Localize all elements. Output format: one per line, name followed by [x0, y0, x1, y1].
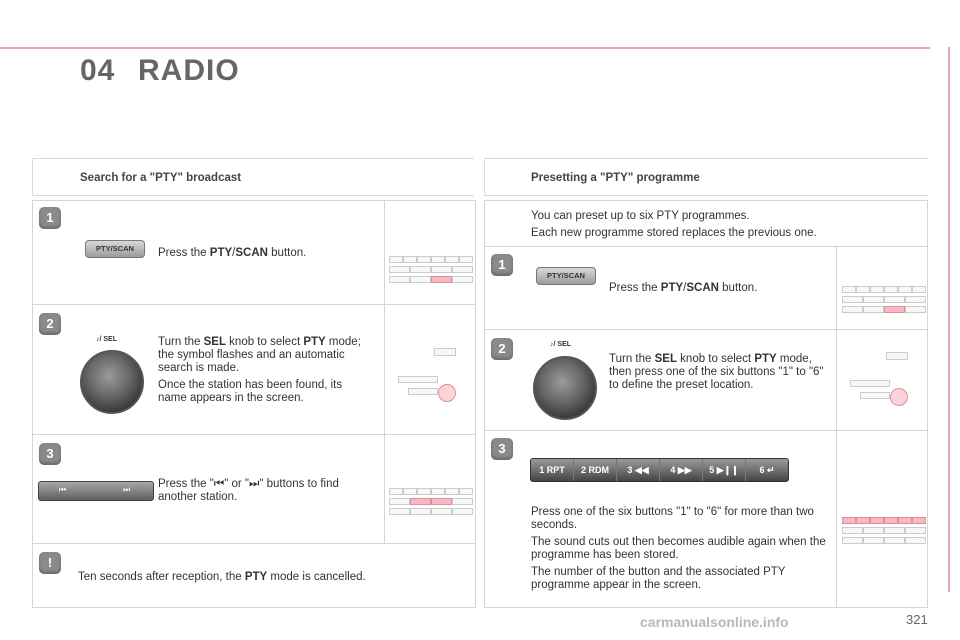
left-step1-text: Press the PTY/SCAN button. — [158, 247, 307, 259]
right-divider-0 — [484, 246, 928, 247]
right-step3-text: Press one of the six buttons "1" to "6" for more than two seconds. The sound cuts out then becomes audible again when the programme has been stored. The number of the button and the associated PTY programme appear in the screen. — [531, 506, 826, 591]
seek-forward-icon: ⏭ — [123, 485, 131, 494]
right-section-title: Presetting a "PTY" programme — [531, 172, 700, 184]
preset-button-6: 6 ↵ — [759, 465, 775, 475]
right-divider-2 — [484, 430, 928, 431]
step-badge-3: 3 — [39, 443, 61, 465]
sel-knob-illustration — [80, 350, 144, 414]
right-step1-text: Press the PTY/SCAN button. — [609, 282, 758, 294]
right-radio-panel-diagram-2 — [850, 348, 910, 408]
right-step-badge-3: 3 — [491, 438, 513, 460]
preset-button-4: 4 ▶▶ — [660, 459, 703, 481]
right-sel-knob-label: ♪/ SEL — [550, 341, 572, 348]
left-step3-text: Press the "⏮" or "⏭" buttons to find another station. — [158, 478, 339, 503]
preset-button-5: 5 ▶❙❙ — [703, 459, 746, 481]
right-pty-scan-button-illustration: PTY/SCAN — [536, 267, 596, 285]
left-divider-1 — [32, 304, 476, 305]
left-note-text: Ten seconds after reception, the PTY mode is cancelled. — [78, 571, 366, 583]
right-sel-knob-illustration — [533, 356, 597, 420]
left-divider-2 — [32, 434, 476, 435]
right-radio-panel-diagram-1 — [842, 256, 930, 316]
right-intro-text: You can preset up to six PTY programmes. Each new programme stored replaces the previous one. — [531, 210, 817, 239]
pty-scan-button-illustration: PTY/SCAN — [85, 240, 145, 258]
page-number: 321 — [906, 612, 928, 627]
seek-buttons-illustration — [38, 481, 154, 501]
step-badge-2: 2 — [39, 313, 61, 335]
radio-panel-diagram-2 — [398, 344, 458, 404]
preset-button-2: 2 RDM — [574, 459, 617, 481]
preset-button-3: 3 ◀◀ — [617, 459, 660, 481]
left-section-title: Search for a "PTY" broadcast — [80, 172, 242, 184]
right-radio-panel-diagram-3 — [842, 487, 930, 547]
preset-buttons-illustration — [530, 458, 789, 482]
seek-back-icon: ⏮ — [59, 485, 67, 494]
right-step-badge-1: 1 — [491, 254, 513, 276]
radio-panel-diagram-3 — [389, 458, 477, 518]
right-step2-text: Turn the SEL knob to select PTY mode, then press one of the six buttons "1" to "6" to define the preset location. — [609, 353, 824, 391]
watermark: carmanualsonline.info — [640, 614, 789, 630]
chapter-title: RADIO — [138, 54, 240, 87]
left-diagram-divider — [384, 200, 385, 543]
left-divider-3 — [32, 543, 476, 544]
right-margin-rule — [948, 47, 950, 592]
step-badge-1: 1 — [39, 207, 61, 229]
left-step2-text: Turn the SEL knob to select PTY mode; the symbol flashes and an automatic search is made. Once the station has been found, its name appears in the screen. — [158, 336, 361, 404]
preset-button-1: 1 RPT — [531, 459, 574, 481]
right-diagram-divider — [836, 246, 837, 608]
sel-knob-label: ♪/ SEL — [96, 336, 118, 343]
warning-badge: ! — [39, 552, 61, 574]
chapter-number: 04 — [80, 54, 116, 87]
header-rule — [0, 47, 930, 49]
radio-panel-diagram-1 — [389, 226, 477, 286]
right-divider-1 — [484, 329, 928, 330]
right-step-badge-2: 2 — [491, 338, 513, 360]
